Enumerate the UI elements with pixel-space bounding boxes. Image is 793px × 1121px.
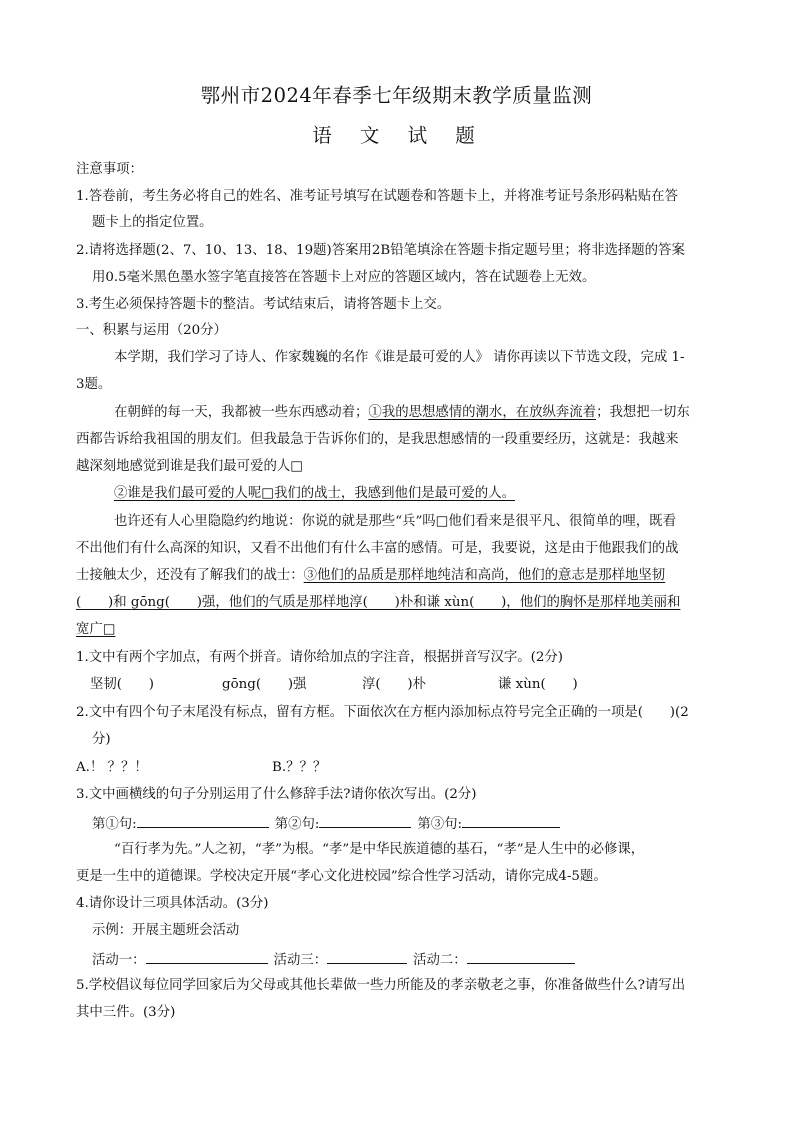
- q2-option-b: B.？？？: [272, 760, 327, 775]
- passage-p3-line-4: [76, 593, 680, 613]
- q3-label-3: 第③句:: [417, 817, 463, 832]
- intro-line-2: 3题。: [76, 377, 112, 392]
- note-2-line-2: 用0.5毫米黑色墨水签字笔直接答在答题卡上对应的答题区域内，答在试题卷上无效。: [92, 270, 596, 285]
- q4-label-2: 活动二：: [413, 953, 467, 968]
- underlined-sentence-3-cont: ( )和 gōng( )强，他们的气质是那样地淳( )朴和谦 xùn( )，他们的胸怀是那样地美丽和: [76, 595, 681, 610]
- note-1-line-1: 1.答卷前，考生务必将自己的姓名、准考证号填写在试题卷和答题卡上，并将准考证号条形码粘贴在答: [76, 189, 678, 204]
- passage-p3-line-3: [76, 566, 665, 586]
- question-4-stem: 4.请你设计三项具体活动。(3分): [76, 896, 269, 911]
- question-1-stem: 1.文中有两个字加点，有两个拼音。请你给加点的字注音，根据拼音写汉字。(2分): [76, 650, 564, 665]
- q3-label-2: 第②句:: [274, 817, 320, 832]
- passage-p3-line-1: 也许还有人心里隐隐约约地说：你说的就是那些“兵”吗□他们看来是很平凡、很简单的哩，既看: [114, 514, 676, 529]
- section-heading: 一、积累与运用（20分）: [76, 323, 227, 338]
- q3-answer-lines: [92, 812, 560, 835]
- underlined-sentence-1: ①我的思想感情的潮水，在放纵奔流着: [368, 405, 597, 420]
- passage-p1-line-2: 西都告诉给我祖国的朋友们。但我最急于告诉你们的，是我思想感情的一段重要经历，这就是：我越来: [76, 432, 679, 447]
- passage-text: 士接触太少，还没有了解我们的战士：: [76, 568, 304, 583]
- passage-p4-line-2: 更是一生中的道德课。学校决定开展“孝心文化进校园”综合性学习活动，请你完成4-5题。: [76, 869, 607, 884]
- question-2-stem-line-2: 分): [92, 732, 111, 747]
- q1-item-2: gōng( )强: [222, 677, 307, 692]
- q1-item-3: 淳( )朴: [362, 677, 427, 692]
- underlined-sentence-3-end: 宽广□: [76, 622, 116, 637]
- intro-line-1: 本学期，我们学习了诗人、作家魏巍的名作《谁是最可爱的人》 请你再读以下节选文段，完成 1-: [114, 350, 685, 365]
- q1-item-4: 谦 xùn( ): [498, 677, 578, 692]
- q3-label-1: 第①句:: [92, 817, 137, 832]
- passage-text: ；我想把一切东: [596, 405, 690, 420]
- q4-blank-1[interactable]: [146, 948, 268, 964]
- q4-blank-2[interactable]: [467, 948, 575, 964]
- notes-heading: 注意事项：: [76, 162, 143, 177]
- q4-example: 示例：开展主题班会活动: [92, 923, 240, 938]
- note-2-line-1: 2.请将选择题(2、7、10、13、18、19题)答案用2B铅笔填涂在答题卡指定题号里；将非选择题的答案: [76, 243, 685, 258]
- note-1-line-2: 题卡上的指定位置。: [92, 215, 213, 230]
- question-5-stem-line-1: 5.学校倡议每位同学回家后为父母或其他长辈做一些力所能及的孝亲敬老之事，你准备做些什么?请写出: [76, 978, 686, 993]
- q4-blank-3[interactable]: [327, 948, 407, 964]
- q3-blank-2[interactable]: [319, 812, 411, 828]
- note-3: 3.考生必须保持答题卡的整洁。考试结束后，请将答题卡上交。: [76, 297, 451, 312]
- q4-label-1: 活动一：: [92, 953, 146, 968]
- passage-p3-line-5: [76, 620, 115, 640]
- passage-p1-line-1: [114, 403, 690, 423]
- underlined-sentence-2: ②谁是我们最可爱的人呢□我们的战士，我感到他们是最可爱的人。: [114, 486, 515, 501]
- exam-title: 鄂州市2024年春季七年级期末教学质量监测: [200, 84, 593, 107]
- question-3-stem: 3.文中画横线的句子分别运用了什么修辞手法?请你依次写出。(2分): [76, 787, 477, 802]
- q3-blank-1[interactable]: [137, 812, 269, 828]
- question-2-stem-line-1: 2.文中有四个句子末尾没有标点，留有方框。下面依次在方框内添加标点符号完全正确的一项是( )(2: [76, 705, 689, 720]
- passage-p1-line-3: 越深刻地感觉到谁是我们最可爱的人□: [76, 459, 303, 474]
- subject-title: 语 文 试 题: [312, 124, 481, 147]
- q2-option-a: A.！ ？？！: [76, 760, 148, 775]
- passage-p2: [114, 484, 515, 504]
- passage-text: 在朝鲜的每一天，我都被一些东西感动着；: [114, 405, 369, 420]
- q3-blank-3[interactable]: [462, 812, 560, 828]
- underlined-sentence-3: ③他们的品质是那样地纯洁和高尚，他们的意志是那样地坚韧: [303, 568, 666, 583]
- q1-item-1: 坚韧( ): [90, 677, 155, 692]
- question-5-stem-line-2: 其中三件。(3分): [76, 1005, 176, 1020]
- q4-label-3: 活动三：: [273, 953, 328, 968]
- passage-p4-line-1: “百行孝为先。”人之初，“孝”为根。“孝”是中华民族道德的基石，“孝”是人生中的必修课，: [114, 842, 645, 857]
- passage-p3-line-2: 不出他们有什么高深的知识，又看不出他们有什么丰富的感情。可是，我要说，这是由于他跟我们的战: [76, 541, 679, 556]
- q4-answer-lines: [92, 948, 575, 971]
